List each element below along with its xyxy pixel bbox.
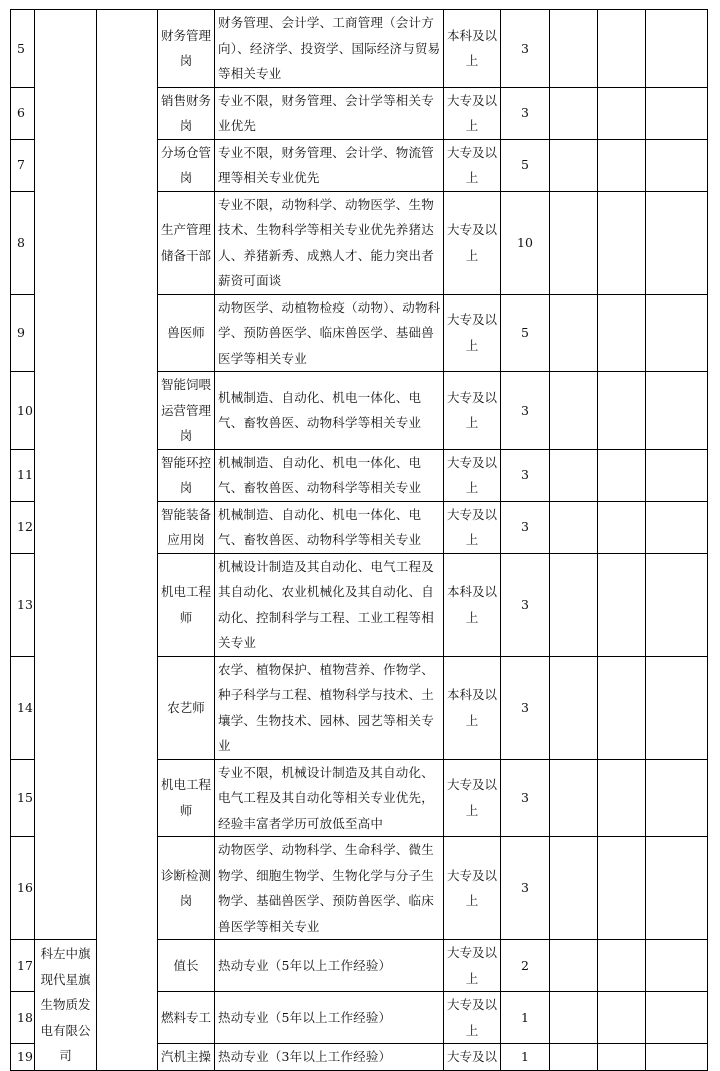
row-number: 13 xyxy=(11,553,35,656)
education-level: 大专及以上 xyxy=(444,759,501,837)
row-number: 19 xyxy=(11,1044,35,1071)
blank-cell xyxy=(598,139,646,191)
education-level: 大专及以 xyxy=(444,1044,501,1071)
major-requirement: 动物医学、动植物检疫（动物）、动物科学、预防兽医学、临床兽医学、基础兽医学等相关专业 xyxy=(215,294,444,372)
headcount: 3 xyxy=(501,87,550,139)
headcount: 3 xyxy=(501,759,550,837)
major-requirement: 动物医学、动物科学、生命科学、微生物学、细胞生物学、生物化学与分子生物学、基础兽医学、预防兽医学、临床兽医学等相关专业 xyxy=(215,837,444,940)
table-row xyxy=(11,10,708,88)
row-number: 7 xyxy=(11,139,35,191)
recruitment-table xyxy=(10,9,708,1071)
major-requirement: 专业不限，财务管理、会计学等相关专业优先 xyxy=(215,87,444,139)
education-level: 大专及以上 xyxy=(444,87,501,139)
blank-cell xyxy=(598,191,646,294)
row-number: 9 xyxy=(11,294,35,372)
education-level: 大专及以上 xyxy=(444,449,501,501)
blank-cell xyxy=(550,372,598,450)
blank-cell xyxy=(598,940,646,992)
position-name: 智能装备应用岗 xyxy=(158,501,215,553)
position-name: 智能饲喂运营管理岗 xyxy=(158,372,215,450)
row-number: 12 xyxy=(11,501,35,553)
headcount: 2 xyxy=(501,940,550,992)
major-requirement: 专业不限，机械设计制造及其自动化、电气工程及其自动化等相关专业优先，经验丰富者学历可放低至高中 xyxy=(215,759,444,837)
blank-cell xyxy=(550,501,598,553)
education-level: 大专及以上 xyxy=(444,940,501,992)
blank-cell xyxy=(550,837,598,940)
headcount: 5 xyxy=(501,139,550,191)
education-level: 大专及以上 xyxy=(444,992,501,1044)
blank-cell xyxy=(646,294,708,372)
blank-cell xyxy=(550,940,598,992)
blank-cell xyxy=(646,449,708,501)
headcount: 3 xyxy=(501,656,550,759)
major-requirement: 农学、植物保护、植物营养、作物学、种子科学与工程、植物科学与技术、土壤学、生物技术、园林、园艺等相关专业 xyxy=(215,656,444,759)
major-requirement: 热动专业（5年以上工作经验） xyxy=(215,992,444,1044)
row-number: 10 xyxy=(11,372,35,450)
education-level: 本科及以上 xyxy=(444,553,501,656)
position-name: 兽医师 xyxy=(158,294,215,372)
row-number: 15 xyxy=(11,759,35,837)
row-number: 5 xyxy=(11,10,35,88)
education-level: 本科及以上 xyxy=(444,656,501,759)
blank-cell xyxy=(598,87,646,139)
blank-cell xyxy=(598,656,646,759)
blank-cell xyxy=(550,294,598,372)
blank-cell xyxy=(646,656,708,759)
row-number: 11 xyxy=(11,449,35,501)
position-name: 销售财务岗 xyxy=(158,87,215,139)
position-name: 机电工程师 xyxy=(158,759,215,837)
blank-cell xyxy=(598,294,646,372)
major-requirement: 机械设计制造及其自动化、电气工程及其自动化、农业机械化及其自动化、自动化、控制科学与工程、工业工程等相关专业 xyxy=(215,553,444,656)
blank-cell xyxy=(646,940,708,992)
headcount: 10 xyxy=(501,191,550,294)
headcount: 3 xyxy=(501,449,550,501)
headcount: 1 xyxy=(501,1044,550,1071)
blank-cell xyxy=(598,449,646,501)
row-number: 8 xyxy=(11,191,35,294)
row-number: 18 xyxy=(11,992,35,1044)
blank-cell xyxy=(598,553,646,656)
row-number: 17 xyxy=(11,940,35,992)
blank-cell xyxy=(550,191,598,294)
blank-cell xyxy=(550,139,598,191)
position-name: 财务管理岗 xyxy=(158,10,215,88)
major-requirement: 专业不限，动物科学、动物医学、生物技术、生物科学等相关专业优先养猪达人、养猪新秀、成熟人才、能力突出者薪资可面谈 xyxy=(215,191,444,294)
education-level: 大专及以上 xyxy=(444,372,501,450)
blank-cell xyxy=(550,759,598,837)
education-level: 大专及以上 xyxy=(444,191,501,294)
headcount: 5 xyxy=(501,294,550,372)
blank-cell xyxy=(550,1044,598,1071)
row-number: 14 xyxy=(11,656,35,759)
headcount: 3 xyxy=(501,553,550,656)
position-name: 机电工程师 xyxy=(158,553,215,656)
major-requirement: 机械制造、自动化、机电一体化、电气、畜牧兽医、动物科学等相关专业 xyxy=(215,372,444,450)
education-level: 大专及以上 xyxy=(444,294,501,372)
position-name: 汽机主操 xyxy=(158,1044,215,1071)
blank-cell xyxy=(550,553,598,656)
blank-cell xyxy=(646,191,708,294)
row-number: 16 xyxy=(11,837,35,940)
headcount: 3 xyxy=(501,501,550,553)
blank-cell xyxy=(598,837,646,940)
department-cell xyxy=(97,10,158,1071)
major-requirement: 热动专业（3年以上工作经验） xyxy=(215,1044,444,1071)
blank-cell xyxy=(598,1044,646,1071)
position-name: 诊断检测岗 xyxy=(158,837,215,940)
blank-cell xyxy=(646,992,708,1044)
blank-cell xyxy=(598,501,646,553)
blank-cell xyxy=(598,372,646,450)
education-level: 本科及以上 xyxy=(444,10,501,88)
headcount: 1 xyxy=(501,992,550,1044)
blank-cell xyxy=(646,87,708,139)
position-name: 生产管理储备干部 xyxy=(158,191,215,294)
blank-cell xyxy=(646,759,708,837)
row-number: 6 xyxy=(11,87,35,139)
major-requirement: 财务管理、会计学、工商管理（会计方向）、经济学、投资学、国际经济与贸易等相关专业 xyxy=(215,10,444,88)
headcount: 3 xyxy=(501,10,550,88)
position-name: 分场仓管岗 xyxy=(158,139,215,191)
major-requirement: 机械制造、自动化、机电一体化、电气、畜牧兽医、动物科学等相关专业 xyxy=(215,501,444,553)
major-requirement: 专业不限，财务管理、会计学、物流管理等相关专业优先 xyxy=(215,139,444,191)
education-level: 大专及以上 xyxy=(444,837,501,940)
major-requirement: 机械制造、自动化、机电一体化、电气、畜牧兽医、动物科学等相关专业 xyxy=(215,449,444,501)
position-name: 农艺师 xyxy=(158,656,215,759)
blank-cell xyxy=(550,656,598,759)
blank-cell xyxy=(550,992,598,1044)
major-requirement: 热动专业（5年以上工作经验） xyxy=(215,940,444,992)
blank-cell xyxy=(598,992,646,1044)
blank-cell xyxy=(550,10,598,88)
headcount: 3 xyxy=(501,372,550,450)
education-level: 大专及以上 xyxy=(444,501,501,553)
company-cell-a xyxy=(35,10,97,940)
education-level: 大专及以上 xyxy=(444,139,501,191)
blank-cell xyxy=(646,837,708,940)
blank-cell xyxy=(598,10,646,88)
blank-cell xyxy=(550,87,598,139)
position-name: 智能环控岗 xyxy=(158,449,215,501)
blank-cell xyxy=(646,139,708,191)
blank-cell xyxy=(646,1044,708,1071)
blank-cell xyxy=(646,501,708,553)
blank-cell xyxy=(550,449,598,501)
blank-cell xyxy=(598,759,646,837)
blank-cell xyxy=(646,553,708,656)
headcount: 3 xyxy=(501,837,550,940)
position-name: 值长 xyxy=(158,940,215,992)
blank-cell xyxy=(646,372,708,450)
company-cell-b: 科左中旗现代星旗生物质发电有限公司 xyxy=(35,940,97,1071)
position-name: 燃料专工 xyxy=(158,992,215,1044)
blank-cell xyxy=(646,10,708,88)
